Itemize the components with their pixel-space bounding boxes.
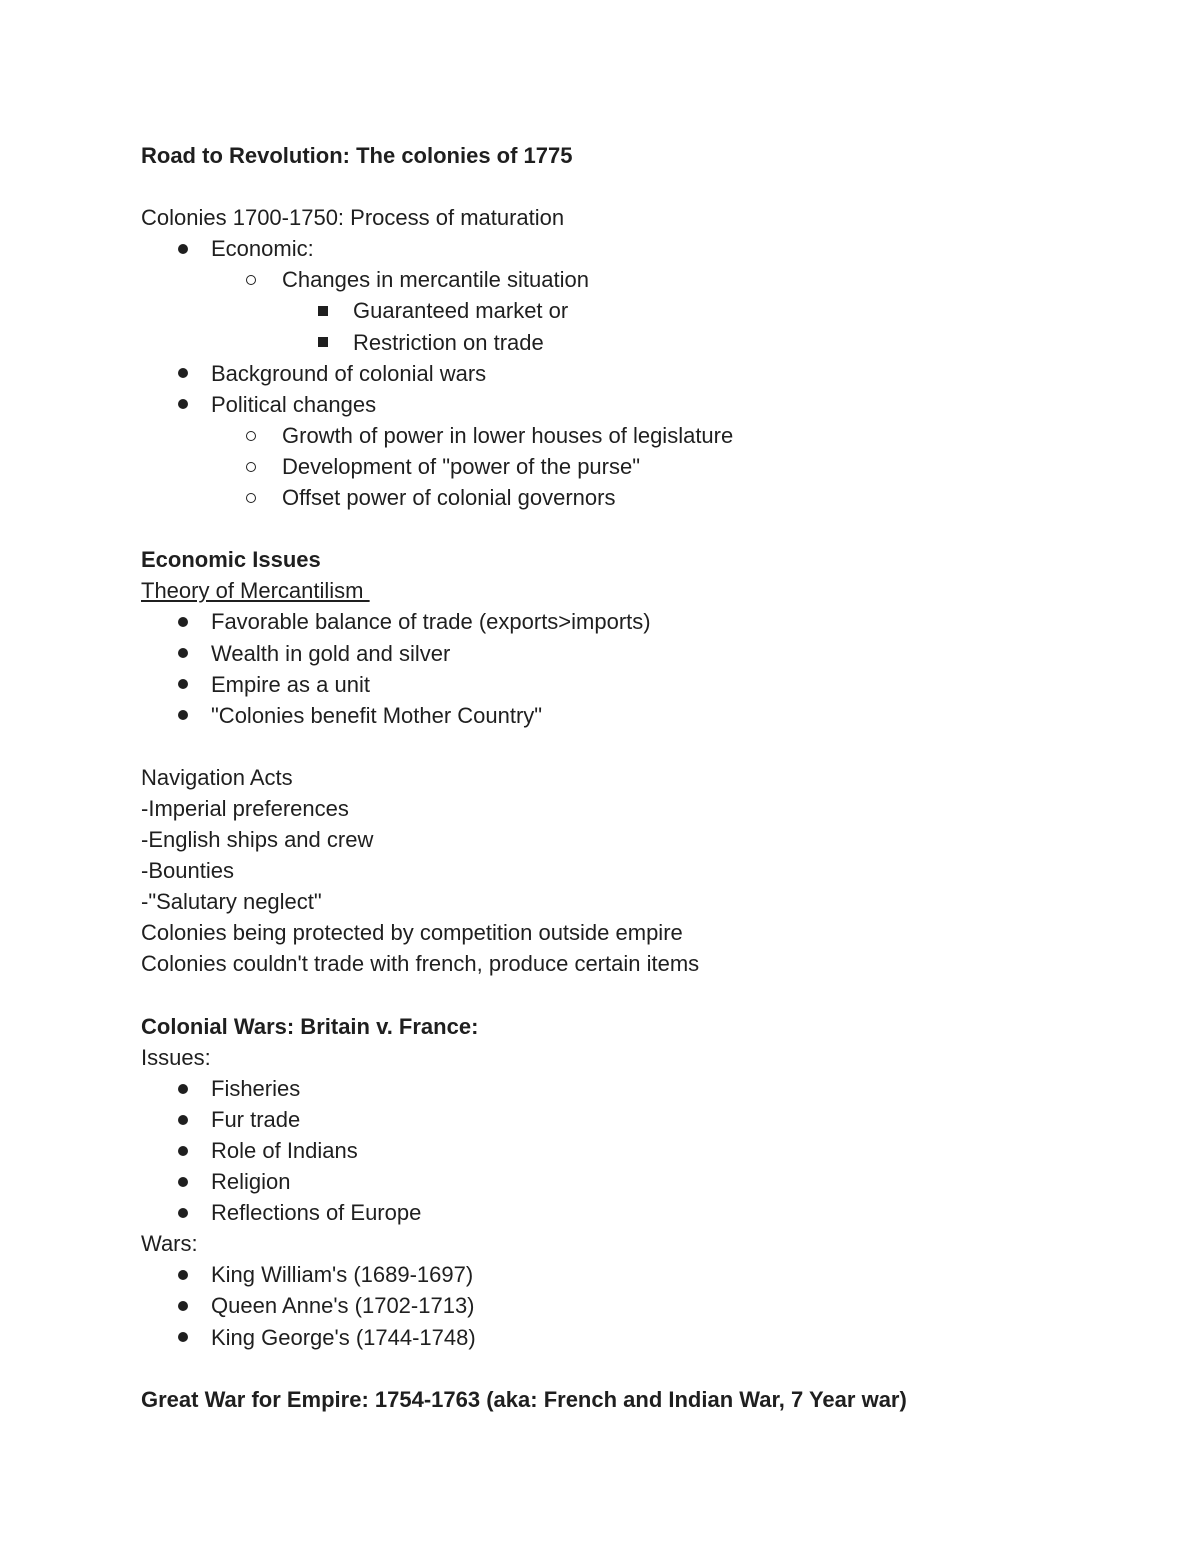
list-item — [141, 1259, 1141, 1290]
list-item — [141, 295, 1141, 326]
spacer — [141, 513, 1141, 544]
document-title: Road to Revolution: The colonies of 1775 — [141, 143, 573, 168]
bullet-disc-icon — [178, 1197, 188, 1228]
list-item-text: Political changes — [211, 391, 377, 417]
bullet-disc-icon — [178, 1322, 188, 1353]
list-item — [141, 264, 1141, 295]
spacer — [141, 1353, 1141, 1384]
bullet-disc-icon — [178, 1073, 188, 1104]
text-line: -English ships and crew — [141, 827, 374, 853]
list-item-text: Guaranteed market or — [353, 298, 569, 324]
list-item — [141, 1073, 1141, 1104]
list-item — [141, 638, 1141, 669]
list-item-text: Fisheries — [211, 1075, 301, 1101]
bullet-circle-icon — [246, 420, 256, 451]
list-item — [141, 1290, 1141, 1321]
list-item-text: Restriction on trade — [353, 329, 544, 355]
list-item-text: Development of "power of the purse" — [282, 453, 641, 479]
list-item — [141, 327, 1141, 358]
section-heading-colonies: Colonies 1700-1750: Process of maturation — [141, 205, 565, 231]
spacer — [141, 980, 1141, 1011]
list-item — [141, 451, 1141, 482]
subheading-mercantilism — [141, 575, 1141, 606]
list-item-text: Role of Indians — [211, 1138, 358, 1163]
document-body — [141, 140, 1141, 1415]
text-line: -"Salutary neglect" — [141, 889, 322, 915]
text-line: -Imperial preferences — [141, 795, 349, 821]
list-item — [141, 1104, 1141, 1135]
list-item — [141, 233, 1141, 264]
list-item-text: Economic: — [211, 236, 314, 262]
list-item-text: Queen Anne's (1702-1713) — [211, 1293, 475, 1319]
text-line: -Bounties — [141, 858, 234, 884]
list-item-text: Changes in mercantile situation — [282, 267, 589, 293]
list-item-text: Growth of power in lower houses of legislature — [282, 422, 734, 448]
section-heading-colonial-wars: Colonial Wars: Britain v. France: — [141, 1013, 479, 1039]
text-line: Navigation Acts — [141, 764, 293, 790]
list-item — [141, 389, 1141, 420]
list-item — [141, 1197, 1141, 1228]
bullet-disc-icon — [178, 1290, 188, 1321]
list-item — [141, 700, 1141, 731]
list-item — [141, 1166, 1141, 1197]
list-item-text: Empire as a unit — [211, 671, 370, 697]
list-item-text: Fur trade — [211, 1106, 301, 1132]
list-item-text: Reflections of Europe — [211, 1200, 422, 1226]
list-item — [141, 669, 1141, 700]
bullet-disc-icon — [178, 1104, 188, 1135]
list-item-text: Religion — [211, 1169, 291, 1195]
list-item-text: Background of colonial wars — [211, 360, 487, 386]
bullet-disc-icon — [178, 700, 188, 731]
list-item — [141, 482, 1141, 513]
bullet-circle-icon — [246, 451, 256, 482]
spacer — [141, 171, 1141, 202]
bullet-disc-icon — [178, 638, 188, 669]
bullet-disc-icon — [178, 358, 188, 389]
bullet-disc-icon — [178, 606, 188, 637]
list-item-text: Favorable balance of trade (exports>imports) — [211, 609, 651, 635]
list-item — [141, 358, 1141, 389]
list-item-text: Wealth in gold and silver — [211, 640, 451, 666]
bullet-disc-icon — [178, 1259, 188, 1290]
subheading-text: Theory of Mercantilism — [141, 578, 370, 604]
bullet-disc-icon — [178, 1166, 188, 1197]
list-item-text: Offset power of colonial governors — [282, 485, 616, 511]
bullet-disc-icon — [178, 233, 188, 264]
list-item — [141, 420, 1141, 451]
list-item — [141, 606, 1141, 637]
text-line: Colonies being protected by competition outside empire — [141, 920, 683, 946]
text-line: Colonies couldn't trade with french, produce certain items — [141, 951, 700, 977]
list-item-text: "Colonies benefit Mother Country" — [211, 702, 543, 728]
bullet-square-icon — [318, 295, 328, 326]
list-item — [141, 1322, 1141, 1353]
list-item — [141, 1135, 1141, 1166]
list-item-text: King George's (1744-1748) — [211, 1324, 476, 1350]
bullet-disc-icon — [178, 1135, 188, 1166]
section-heading-economic-issues: Economic Issues — [141, 547, 321, 573]
bullet-square-icon — [318, 327, 328, 358]
section-heading-great-war: Great War for Empire: 1754-1763 (aka: French and Indian War, 7 Year war) — [141, 1386, 907, 1412]
bullet-disc-icon — [178, 389, 188, 420]
wars-label: Wars: — [141, 1231, 198, 1257]
bullet-circle-icon — [246, 264, 256, 295]
spacer — [141, 731, 1141, 762]
bullet-circle-icon — [246, 482, 256, 513]
bullet-disc-icon — [178, 669, 188, 700]
list-item-text: King William's (1689-1697) — [211, 1262, 474, 1288]
issues-label: Issues: — [141, 1044, 211, 1070]
